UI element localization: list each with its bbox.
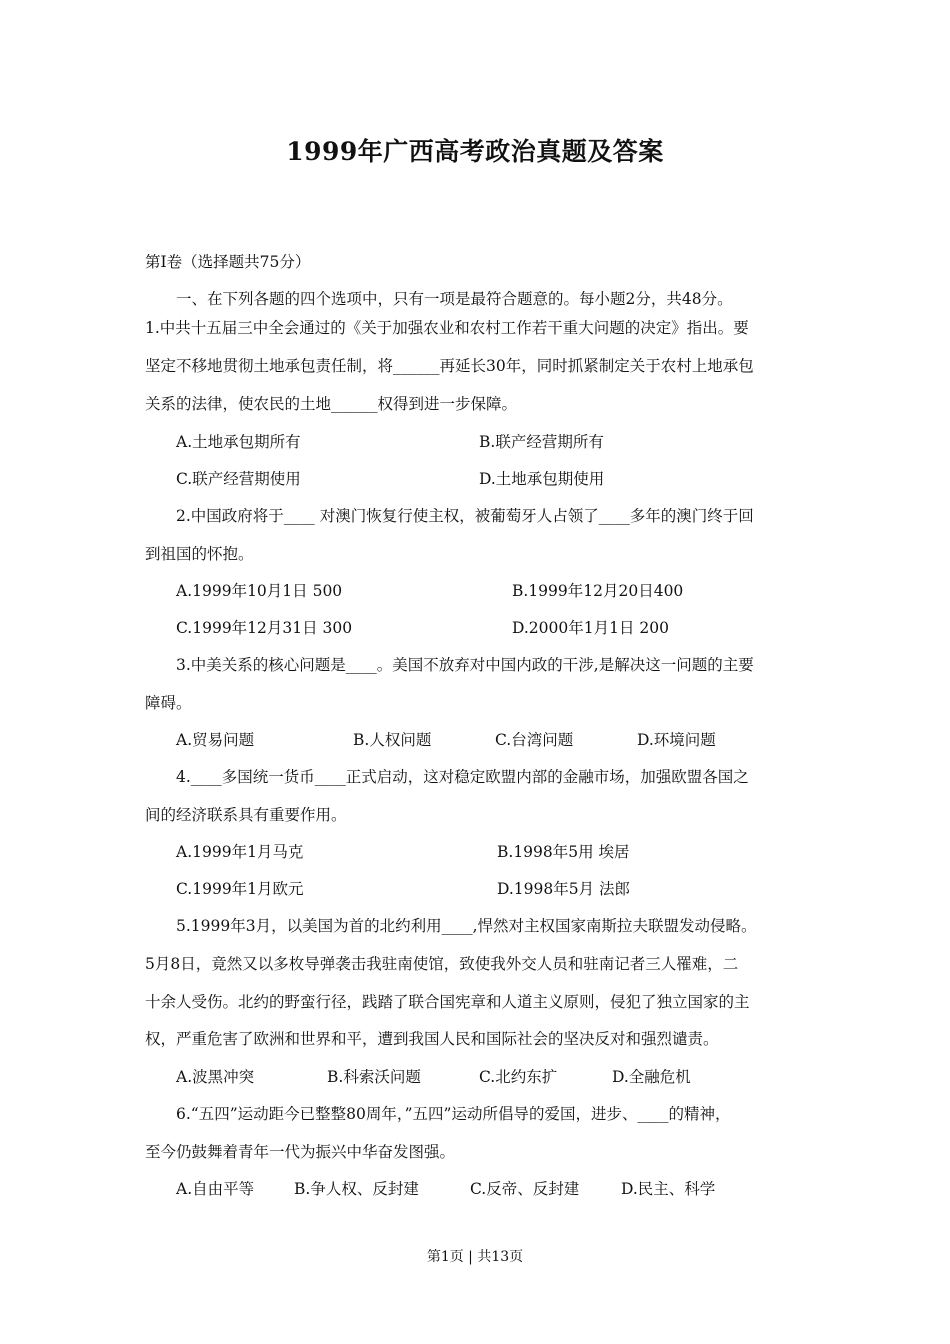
- question-3-option-b: B.人权问题: [353, 731, 432, 749]
- question-5-option-b: B.科索沃问题: [327, 1068, 421, 1086]
- question-3-line-1: 3.中美关系的核心问题是____。美国不放弃对中国内政的干涉,是解决这一问题的主要: [176, 656, 754, 674]
- question-5-option-d: D.全融危机: [612, 1068, 691, 1086]
- question-5-line-2: 5月8日，竟然又以多枚导弹袭击我驻南使馆，致使我外交人员和驻南记者三人罹难，二: [145, 955, 739, 973]
- question-2-option-b: B.1999年12月20日400: [512, 582, 684, 600]
- question-3-option-d: D.环境问题: [637, 731, 716, 749]
- section-heading: 第Ⅰ卷（选择题共75分）: [145, 253, 311, 271]
- question-2-option-c: C.1999年12月31日 300: [176, 619, 353, 637]
- question-1-option-a: A.土地承包期所有: [176, 433, 301, 451]
- question-6-line-1: 6.“五四”运动距今已整整80周年，”五四”运动所倡导的爱国，进步、____的精神，: [176, 1105, 731, 1123]
- question-6-option-a: A.自由平等: [176, 1180, 255, 1198]
- question-1-line-1: 1.中共十五届三中全会通过的《关于加强农业和农村工作若干重大问题的决定》指出。要: [145, 319, 749, 337]
- question-4-line-1: 4.____多国统一货币____正式启动，这对稳定欧盟内部的金融市场，加强欧盟各国之: [176, 768, 749, 786]
- question-1-line-2: 坚定不移地贯彻土地承包责任制，将______再延长30年，同时抓紧制定关于农村上地承包: [145, 357, 754, 375]
- question-4-option-a: A.1999年1月马克: [176, 843, 304, 861]
- question-4-option-b: B.1998年5用 埃居: [497, 843, 630, 861]
- question-1-option-c: C.联产经营期使用: [176, 470, 301, 488]
- question-5-option-a: A.波黑冲突: [176, 1068, 255, 1086]
- instruction-text: 一、在下列各题的四个选项中，只有一项是最符合题意的。每小题2分，共48分。: [176, 290, 733, 308]
- page-footer: 第1页 | 共13页: [426, 1249, 524, 1265]
- question-6-line-2: 至今仍鼓舞着青年一代为振兴中华奋发图强。: [145, 1143, 456, 1161]
- question-6-option-b: B.争人权、反封建: [294, 1180, 419, 1198]
- question-3-option-c: C.台湾问题: [495, 731, 574, 749]
- question-4-option-d: D.1998年5月 法郎: [497, 880, 631, 898]
- question-5-line-3: 十余人受伤。北约的野蛮行径，践踏了联合国宪章和人道主义原则，侵犯了独立国家的主: [145, 993, 750, 1011]
- question-1-line-3: 关系的法律，使农民的土地______权得到进一步保障。: [145, 395, 518, 413]
- question-2-option-a: A.1999年10月1日 500: [176, 582, 343, 600]
- question-2-option-d: D.2000年1月1日 200: [512, 619, 669, 637]
- question-1-option-b: B.联产经营期所有: [479, 433, 604, 451]
- question-6-option-d: D.民主、科学: [621, 1180, 716, 1198]
- question-5-line-1: 5.1999年3月，以美国为首的北约利用____,悍然对主权国家南斯拉夫联盟发动侵略。: [176, 917, 757, 935]
- question-4-line-2: 间的经济联系具有重要作用。: [145, 806, 347, 824]
- question-6-option-c: C.反帝、反封建: [470, 1180, 580, 1198]
- question-2-line-2: 到祖国的怀抱。: [145, 545, 254, 563]
- question-3-option-a: A.贸易问题: [176, 731, 255, 749]
- question-1-option-d: D.土地承包期使用: [479, 470, 605, 488]
- question-5-line-4: 权，严重危害了欧洲和世界和平，遭到我国人民和国际社会的坚决反对和强烈谴责。: [145, 1030, 719, 1048]
- question-3-line-2: 障碍。: [145, 694, 192, 712]
- question-4-option-c: C.1999年1月欧元: [176, 880, 304, 898]
- question-2-line-1: 2.中国政府将于____ 对澳门恢复行使主权，被葡萄牙人占领了____多年的澳门终于回: [176, 507, 754, 525]
- page-title: 1999年广西高考政治真题及答案: [286, 137, 664, 166]
- question-5-option-c: C.北约东扩: [479, 1068, 558, 1086]
